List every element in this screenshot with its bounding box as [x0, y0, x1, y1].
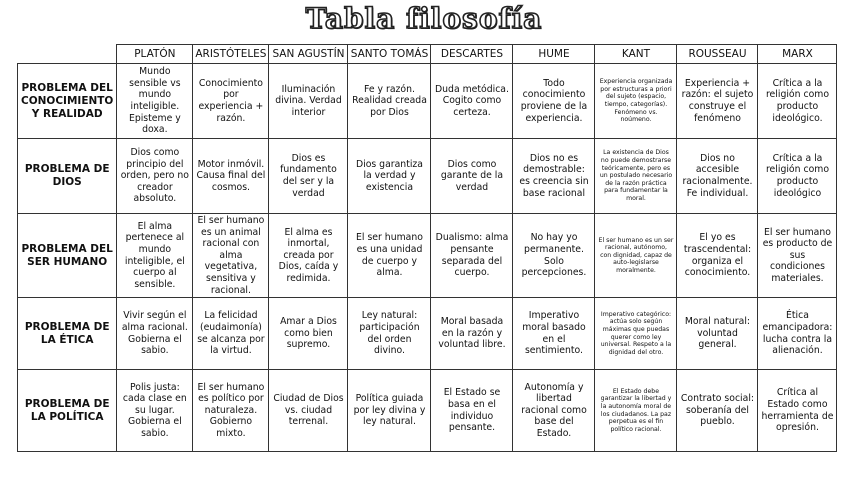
table-cell: Autonomía y libertad racional como base del Estado.: [513, 370, 595, 452]
column-header: SANTO TOMÁS: [348, 45, 431, 64]
table-cell: Moral natural: voluntad general.: [677, 298, 758, 370]
table-row: [18, 298, 837, 370]
table-cell: Vivir según el alma racional. Gobierna el sabio.: [117, 298, 193, 370]
table-cell: Dios garantiza la verdad y existencia: [348, 139, 431, 214]
table-cell: Crítica a la religión como producto ideológico: [758, 139, 837, 214]
table-cell: No hay yo permanente. Solo percepciones.: [513, 214, 595, 298]
table-cell: El ser humano es una unidad de cuerpo y alma.: [348, 214, 431, 298]
table-cell: Amar a Dios como bien supremo.: [269, 298, 348, 370]
table-cell: Imperativo moral basado en el sentimiento.: [513, 298, 595, 370]
table-row: [18, 214, 837, 298]
table-cell: Experiencia organizada por estructuras a priori del sujeto (espacio, tiempo, categorías). Fenómeno vs. noúmeno.: [595, 64, 677, 139]
table-cell: Dios no es demostrable: es creencia sin base racional: [513, 139, 595, 214]
table-cell: La felicidad (eudaimonía) se alcanza por la virtud.: [193, 298, 269, 370]
table-row: [18, 370, 837, 452]
table-cell: Contrato social: soberanía del pueblo.: [677, 370, 758, 452]
table-cell: Ciudad de Dios vs. ciudad terrenal.: [269, 370, 348, 452]
table-cell: Dios como principio del orden, pero no creador absoluto.: [117, 139, 193, 214]
table-cell: El ser humano es un ser racional, autónomo, con dignidad, capaz de auto-legislarse moralmente.: [595, 214, 677, 298]
column-header: PLATÓN: [117, 45, 193, 64]
table-cell: El alma es inmortal, creada por Dios, caída y redimida.: [269, 214, 348, 298]
table-cell: Dios no accesible racionalmente. Fe individual.: [677, 139, 758, 214]
table-cell: Mundo sensible vs mundo inteligible. Episteme y doxa.: [117, 64, 193, 139]
table-cell: El Estado debe garantizar la libertad y la autonomía moral de los ciudadanos. La paz perpetua es el fin político racional.: [595, 370, 677, 452]
table-cell: Dios como garante de la verdad: [431, 139, 513, 214]
column-header: HUME: [513, 45, 595, 64]
table-cell: El ser humano es producto de sus condiciones materiales.: [758, 214, 837, 298]
table-cell: Iluminación divina. Verdad interior: [269, 64, 348, 139]
row-header: PROBLEMA DE LA POLÍTICA: [18, 370, 117, 452]
row-header: PROBLEMA DE LA ÉTICA: [18, 298, 117, 370]
table-cell: Moral basada en la razón y voluntad libre.: [431, 298, 513, 370]
table-row: [18, 139, 837, 214]
table-cell: Fe y razón. Realidad creada por Dios: [348, 64, 431, 139]
table-cell: Dualismo: alma pensante separada del cuerpo.: [431, 214, 513, 298]
table-cell: Motor inmóvil. Causa final del cosmos.: [193, 139, 269, 214]
header-row: [18, 45, 837, 64]
corner-cell: [18, 45, 117, 64]
table-cell: Ley natural: participación del orden divino.: [348, 298, 431, 370]
table-row: [18, 64, 837, 139]
table-cell: Ética emancipadora: lucha contra la alienación.: [758, 298, 837, 370]
table-cell: Imperativo categórico: actúa solo según máximas que puedas querer como ley universal. Respeto a la dignidad del otro.: [595, 298, 677, 370]
table-cell: El ser humano es político por naturaleza. Gobierno mixto.: [193, 370, 269, 452]
table-cell: Crítica a la religión como producto ideológico.: [758, 64, 837, 139]
table-cell: El alma pertenece al mundo inteligible, el cuerpo al sensible.: [117, 214, 193, 298]
column-header: MARX: [758, 45, 837, 64]
table-cell: El Estado se basa en el individuo pensante.: [431, 370, 513, 452]
row-header: PROBLEMA DE DIOS: [18, 139, 117, 214]
philosophy-table: [17, 44, 837, 452]
column-header: KANT: [595, 45, 677, 64]
table-cell: Experiencia + razón: el sujeto construye el fenómeno: [677, 64, 758, 139]
column-header: ROUSSEAU: [677, 45, 758, 64]
table-cell: La existencia de Dios no puede demostrarse teóricamente, pero es un postulado necesario de la razón práctica para fundamentar la moral.: [595, 139, 677, 214]
column-header: SAN AGUSTÍN: [269, 45, 348, 64]
table-cell: Crítica al Estado como herramienta de opresión.: [758, 370, 837, 452]
table-cell: Todo conocimiento proviene de la experiencia.: [513, 64, 595, 139]
row-header: PROBLEMA DEL CONOCIMIENTO Y REALIDAD: [18, 64, 117, 139]
table-cell: Conocimiento por experiencia + razón.: [193, 64, 269, 139]
table-cell: Duda metódica. Cogito como certeza.: [431, 64, 513, 139]
column-header: DESCARTES: [431, 45, 513, 64]
table-cell: Política guiada por ley divina y ley natural.: [348, 370, 431, 452]
row-header: PROBLEMA DEL SER HUMANO: [18, 214, 117, 298]
table-cell: El ser humano es un animal racional con alma vegetativa, sensitiva y racional.: [193, 214, 269, 298]
column-header: ARISTÓTELES: [193, 45, 269, 64]
table-cell: Polis justa: cada clase en su lugar. Gobierna el sabio.: [117, 370, 193, 452]
table-cell: Dios es fundamento del ser y la verdad: [269, 139, 348, 214]
table-cell: El yo es trascendental: organiza el conocimiento.: [677, 214, 758, 298]
page-title: Tabla filosofía: [305, 2, 543, 35]
